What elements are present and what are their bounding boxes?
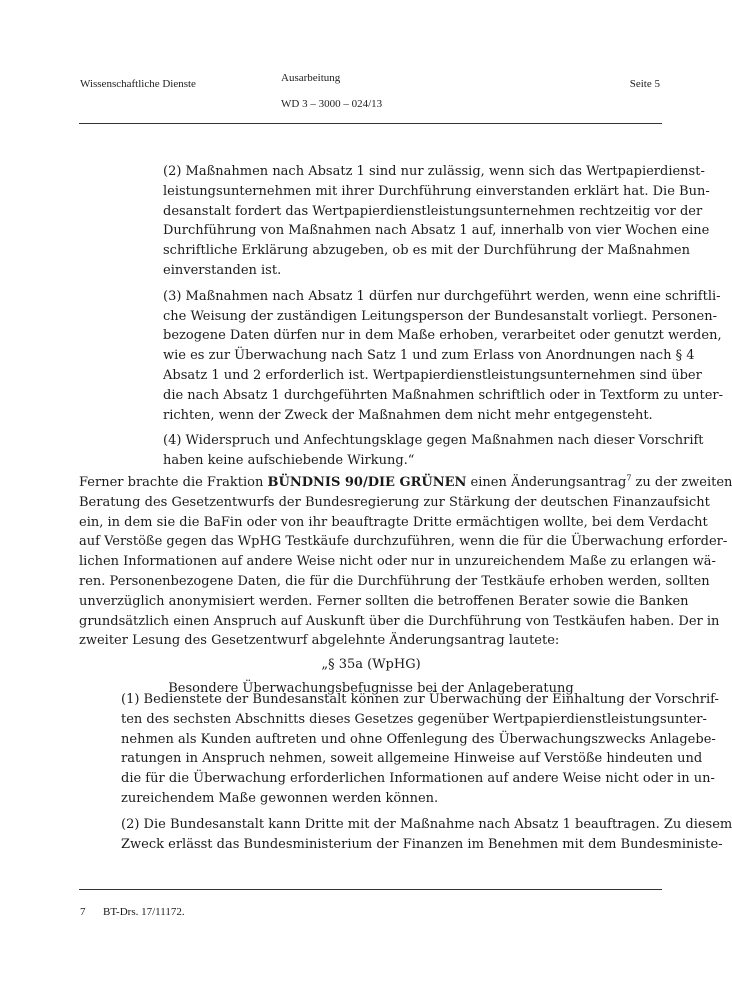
- header-rule: [79, 123, 662, 124]
- text-line: (2) Die Bundesanstalt kann Dritte mit der Maßnahme nach Absatz 1 beauftragen. Zu diesem: [121, 816, 732, 832]
- text-line: Beratung des Gesetzentwurfs der Bundesregierung zur Stärkung der deutschen Finanzaufsicht: [79, 494, 710, 510]
- section-subtitle: Besondere Überwachungsbefugnisse bei der Anlageberatung: [168, 680, 574, 696]
- quote-paragraph-2b: [121, 815, 732, 855]
- footnote-rule: [79, 889, 662, 890]
- text-line: ren. Personenbezogene Daten, die für die Durchführung der Testkäufe erhoben werden, sollten: [79, 573, 710, 589]
- text-line: ratungen in Anspruch nehmen, soweit allgemeine Hinweise auf Verstöße hindeuten und: [121, 751, 703, 767]
- quote-paragraph-1: [121, 690, 719, 809]
- text-line: (2) Maßnahmen nach Absatz 1 sind nur zulässig, wenn sich das Wertpapierdienst-: [163, 164, 705, 179]
- text-line: zureichendem Maße gewonnen werden können.: [121, 790, 439, 806]
- text-line: Absatz 1 und 2 erforderlich ist. Wertpapierdienstleistungsunternehmen sind über: [163, 367, 702, 383]
- text-line: grundsätzlich einen Anspruch auf Auskunft über die Durchführung von Testkäufen haben. Der in: [79, 613, 720, 629]
- footnote: [80, 906, 185, 918]
- text-line: ein, in dem sie die BaFin oder von ihr beauftragte Dritte ermächtigen wollte, bei dem Verdacht: [79, 514, 708, 530]
- header-doc-type: Ausarbeitung: [281, 72, 341, 84]
- footnote-text: BT-Drs. 17/11172.: [103, 906, 185, 918]
- text-line: unverzüglich anonymisiert werden. Ferner sollten die betroffenen Berater sowie die Banken: [79, 593, 689, 609]
- quote-block-1: [163, 162, 724, 477]
- header-doc-number: WD 3 – 3000 – 024/13: [281, 98, 383, 110]
- quote-paragraph-3: [163, 287, 724, 426]
- text-line: desanstalt fordert das Wertpapierdienstleistungsunternehmen rechtzeitig vor der: [163, 203, 703, 219]
- text-line: (1) Bedienstete der Bundesanstalt können zur Überwachung der Einhaltung der Vorschrif-: [121, 692, 719, 707]
- main-paragraph: [79, 473, 732, 699]
- section-title: „§ 35a (WpHG): [321, 657, 421, 673]
- text-line: Zweck erlässt das Bundesministerium der Finanzen im Benehmen mit dem Bundesministe-: [121, 836, 723, 852]
- text-line: einverstanden ist.: [163, 262, 282, 278]
- text-line: die für die Überwachung erforderlichen Informationen auf andere Weise nicht oder in un-: [121, 771, 715, 787]
- text-line: wie es zur Überwachung nach Satz 1 und zum Erlass von Anordnungen nach § 4: [163, 348, 695, 364]
- text-segment: Ferner brachte die Fraktion: [79, 475, 268, 490]
- text-line: lichen Informationen auf andere Weise nicht oder nur in unzureichendem Maße zu erlangen wä-: [79, 554, 716, 570]
- quote-paragraph-4: [163, 431, 704, 471]
- footnote-number: 7: [80, 906, 86, 918]
- footnote-reference[interactable]: 7: [626, 473, 632, 483]
- text-segment: zu der zweiten: [631, 475, 732, 490]
- quote-paragraph-2: [163, 162, 710, 281]
- party-name: BÜNDNIS 90/DIE GRÜNEN: [267, 475, 467, 490]
- text-line: haben keine aufschiebende Wirkung.“: [163, 453, 415, 469]
- text-line: (3) Maßnahmen nach Absatz 1 dürfen nur durchgeführt werden, wenn eine schriftli-: [163, 288, 721, 304]
- text-line: schriftliche Erklärung abzugeben, ob es mit der Durchführung der Maßnahmen: [163, 243, 691, 259]
- text-line: die nach Absatz 1 durchgeführten Maßnahmen schriftlich oder in Textform zu unter-: [163, 387, 724, 403]
- text-line: Durchführung von Maßnahmen nach Absatz 1 auf, innerhalb von vier Wochen eine: [163, 223, 710, 239]
- text-line: auf Verstöße gegen das WpHG Testkäufe durchzuführen, wenn die für die Überwachung erforder-: [79, 534, 728, 550]
- text-line: zweiter Lesung des Gesetzentwurf abgelehnte Änderungsantrag lautete:: [79, 633, 560, 649]
- header-page-number: Seite 5: [629, 78, 660, 90]
- text-line: [79, 473, 732, 493]
- text-line: ten des sechsten Abschnitts dieses Gesetzes gegenüber Wertpapierdienstleistungsunter-: [121, 711, 707, 727]
- text-line: richten, wenn der Zweck der Maßnahmen dem nicht mehr entgegensteht.: [163, 407, 653, 423]
- header-department: Wissenschaftliche Dienste: [80, 78, 196, 90]
- text-line: bezogene Daten dürfen nur in dem Maße erhoben, verarbeitet oder genutzt werden,: [163, 328, 722, 344]
- text-line: (4) Widerspruch und Anfechtungsklage gegen Maßnahmen nach dieser Vorschrift: [163, 433, 704, 449]
- text-segment: einen Änderungsantrag: [466, 475, 627, 490]
- text-line: che Weisung der zuständigen Leitungsperson der Bundesanstalt vorliegt. Personen-: [163, 308, 718, 324]
- quote-block-2: [121, 690, 732, 860]
- text-line: nehmen als Kunden auftreten und ohne Offenlegung des Überwachungszwecks Anlagebe-: [121, 731, 716, 747]
- text-line: leistungsunternehmen mit ihrer Durchführung einverstanden erklärt hat. Die Bun-: [163, 183, 710, 199]
